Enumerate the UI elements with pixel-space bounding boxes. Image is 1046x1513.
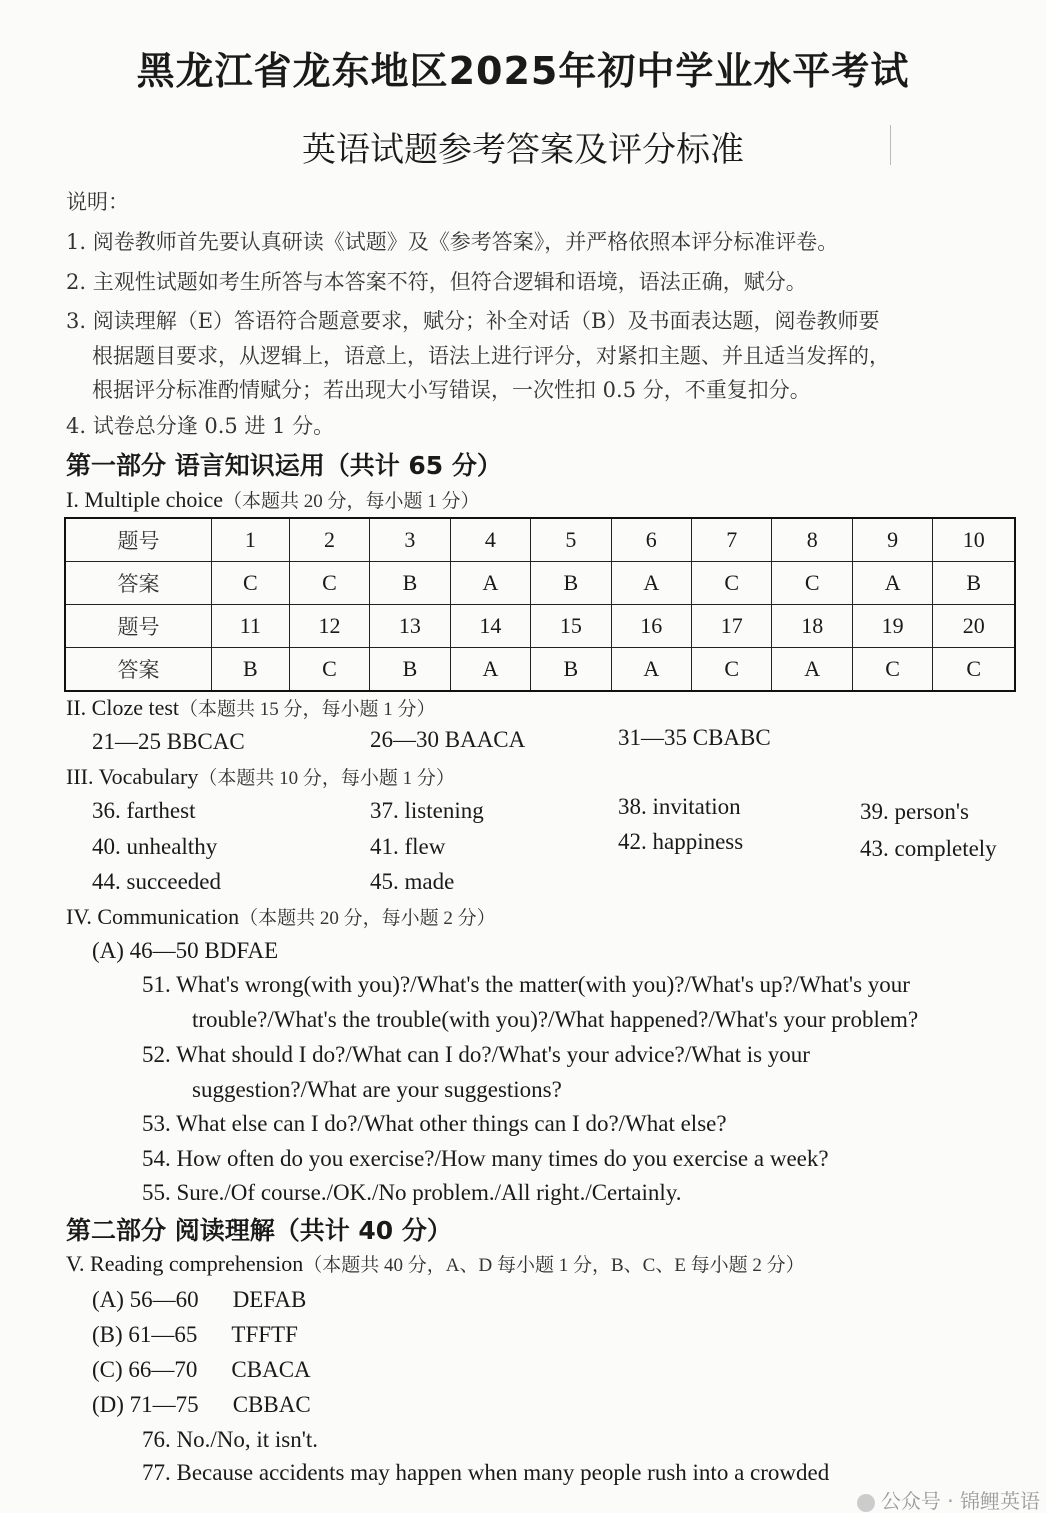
question-number-cell: 17 — [692, 605, 772, 648]
question-number-cell: 19 — [852, 605, 932, 648]
answer-cell: C — [852, 648, 932, 692]
answer-table — [64, 517, 1016, 692]
question-number-cell: 14 — [450, 605, 530, 648]
comm-51-cont: trouble?/What's the trouble(with you)?/What happened?/What's your problem? — [192, 1007, 919, 1032]
vocab-item: 40. unhealthy — [92, 834, 218, 859]
reading-group-b: (B) 61—65 TFFTF — [92, 1322, 298, 1347]
vocab-item: 43. completely — [860, 836, 997, 861]
question-number-cell: 3 — [370, 518, 450, 562]
note-3: 3. 阅读理解（E）答语符合题意要求，赋分；补全对话（B）及书面表达题，阅卷教师要 — [66, 309, 880, 333]
comm-52-cont: suggestion?/What are your suggestions? — [192, 1077, 562, 1102]
part2-heading: 第二部分 阅读理解（共计 40 分） — [66, 1216, 452, 1245]
vocab-item: 36. farthest — [92, 798, 196, 823]
cloze-title: II. Cloze test（本题共 15 分，每小题 1 分） — [66, 695, 436, 720]
table-row — [65, 562, 1015, 605]
note-3-cont2: 根据评分标准酌情赋分；若出现大小写错误，一次性扣 0.5 分，不重复扣分。 — [92, 378, 811, 402]
answer-cell: C — [933, 648, 1015, 692]
document-title: 黑龙江省龙东地区2025年初中学业水平考试 — [136, 49, 910, 93]
answer-cell: B — [370, 562, 450, 605]
answer-cell: C — [692, 648, 772, 692]
notes-heading: 说明： — [66, 190, 129, 214]
answer-cell: B — [933, 562, 1015, 605]
table-row — [65, 605, 1015, 648]
answer-cell: B — [531, 648, 611, 692]
part1-heading: 第一部分 语言知识运用（共计 65 分） — [66, 451, 502, 480]
scan-mark — [890, 125, 891, 165]
row-label: 题号 — [65, 605, 211, 648]
question-number-cell: 7 — [692, 518, 772, 562]
reading-76: 76. No./No, it isn't. — [142, 1427, 319, 1452]
comm-a: (A) 46—50 BDFAE — [92, 938, 279, 963]
comm-53: 53. What else can I do?/What other things can I do?/What else? — [142, 1111, 727, 1136]
reading-group-d: (D) 71—75 CBBAC — [92, 1392, 311, 1417]
document-subtitle: 英语试题参考答案及评分标准 — [302, 130, 744, 170]
question-number-cell: 1 — [211, 518, 289, 562]
vocab-title: III. Vocabulary（本题共 10 分，每小题 1 分） — [66, 764, 455, 789]
vocab-item: 37. listening — [370, 798, 484, 823]
answer-cell: B — [531, 562, 611, 605]
answer-cell: C — [289, 562, 369, 605]
answer-cell: A — [852, 562, 932, 605]
row-label: 答案 — [65, 648, 211, 692]
answer-cell: C — [289, 648, 369, 692]
question-number-cell: 6 — [611, 518, 691, 562]
question-number-cell: 15 — [531, 605, 611, 648]
mc-title: I. Multiple choice（本题共 20 分，每小题 1 分） — [66, 487, 480, 512]
note-2: 2. 主观性试题如考生所答与本答案不符，但符合逻辑和语境，语法正确，赋分。 — [66, 270, 807, 294]
reading-title: V. Reading comprehension（本题共 40 分，A、D 每小题 1 分，B、C、E 每小题 2 分） — [66, 1251, 805, 1276]
question-number-cell: 9 — [852, 518, 932, 562]
cloze-group-2: 26—30 BAACA — [370, 727, 526, 752]
question-number-cell: 10 — [933, 518, 1015, 562]
question-number-cell: 4 — [450, 518, 530, 562]
answer-cell: A — [772, 648, 852, 692]
cloze-group-1: 21—25 BBCAC — [92, 729, 245, 754]
answer-cell: C — [692, 562, 772, 605]
reading-77: 77. Because accidents may happen when many people rush into a crowded — [142, 1460, 830, 1485]
question-number-cell: 13 — [370, 605, 450, 648]
answer-cell: B — [211, 648, 289, 692]
table-row — [65, 518, 1015, 562]
answer-cell: A — [450, 562, 530, 605]
watermark: 公众号 · 锦鲤英语 — [857, 1490, 1040, 1512]
vocab-item: 45. made — [370, 869, 455, 894]
table-row — [65, 648, 1015, 692]
note-4: 4. 试卷总分逢 0.5 进 1 分。 — [66, 414, 335, 438]
comm-55: 55. Sure./Of course./OK./No problem./All right./Certainly. — [142, 1180, 682, 1205]
vocab-item: 38. invitation — [618, 794, 741, 819]
row-label: 题号 — [65, 518, 211, 562]
question-number-cell: 12 — [289, 605, 369, 648]
vocab-item: 41. flew — [370, 834, 446, 859]
answer-cell: A — [450, 648, 530, 692]
comm-title: IV. Communication（本题共 20 分，每小题 2 分） — [66, 904, 496, 929]
question-number-cell: 20 — [933, 605, 1015, 648]
note-3-cont: 根据题目要求，从逻辑上，语意上，语法上进行评分，对紧扣主题、并且适当发挥的， — [92, 344, 890, 368]
vocab-item: 44. succeeded — [92, 869, 221, 894]
row-label: 答案 — [65, 562, 211, 605]
answer-cell: A — [611, 562, 691, 605]
cloze-group-3: 31—35 CBABC — [618, 725, 771, 750]
question-number-cell: 2 — [289, 518, 369, 562]
answer-cell: B — [370, 648, 450, 692]
answer-cell: C — [211, 562, 289, 605]
question-number-cell: 16 — [611, 605, 691, 648]
comm-51: 51. What's wrong(with you)?/What's the matter(with you)?/What's up?/What's your — [142, 972, 910, 997]
vocab-item: 42. happiness — [618, 829, 744, 854]
vocab-item: 39. person's — [860, 799, 969, 824]
answer-cell: A — [611, 648, 691, 692]
answer-cell: C — [772, 562, 852, 605]
wechat-icon — [857, 1494, 875, 1512]
reading-group-a: (A) 56—60 DEFAB — [92, 1287, 307, 1312]
reading-group-c: (C) 66—70 CBACA — [92, 1357, 311, 1382]
question-number-cell: 18 — [772, 605, 852, 648]
note-1: 1. 阅卷教师首先要认真研读《试题》及《参考答案》，并严格依照本评分标准评卷。 — [66, 230, 839, 254]
comm-54: 54. How often do you exercise?/How many times do you exercise a week? — [142, 1146, 829, 1171]
question-number-cell: 11 — [211, 605, 289, 648]
question-number-cell: 5 — [531, 518, 611, 562]
comm-52: 52. What should I do?/What can I do?/What's your advice?/What is your — [142, 1042, 810, 1067]
question-number-cell: 8 — [772, 518, 852, 562]
